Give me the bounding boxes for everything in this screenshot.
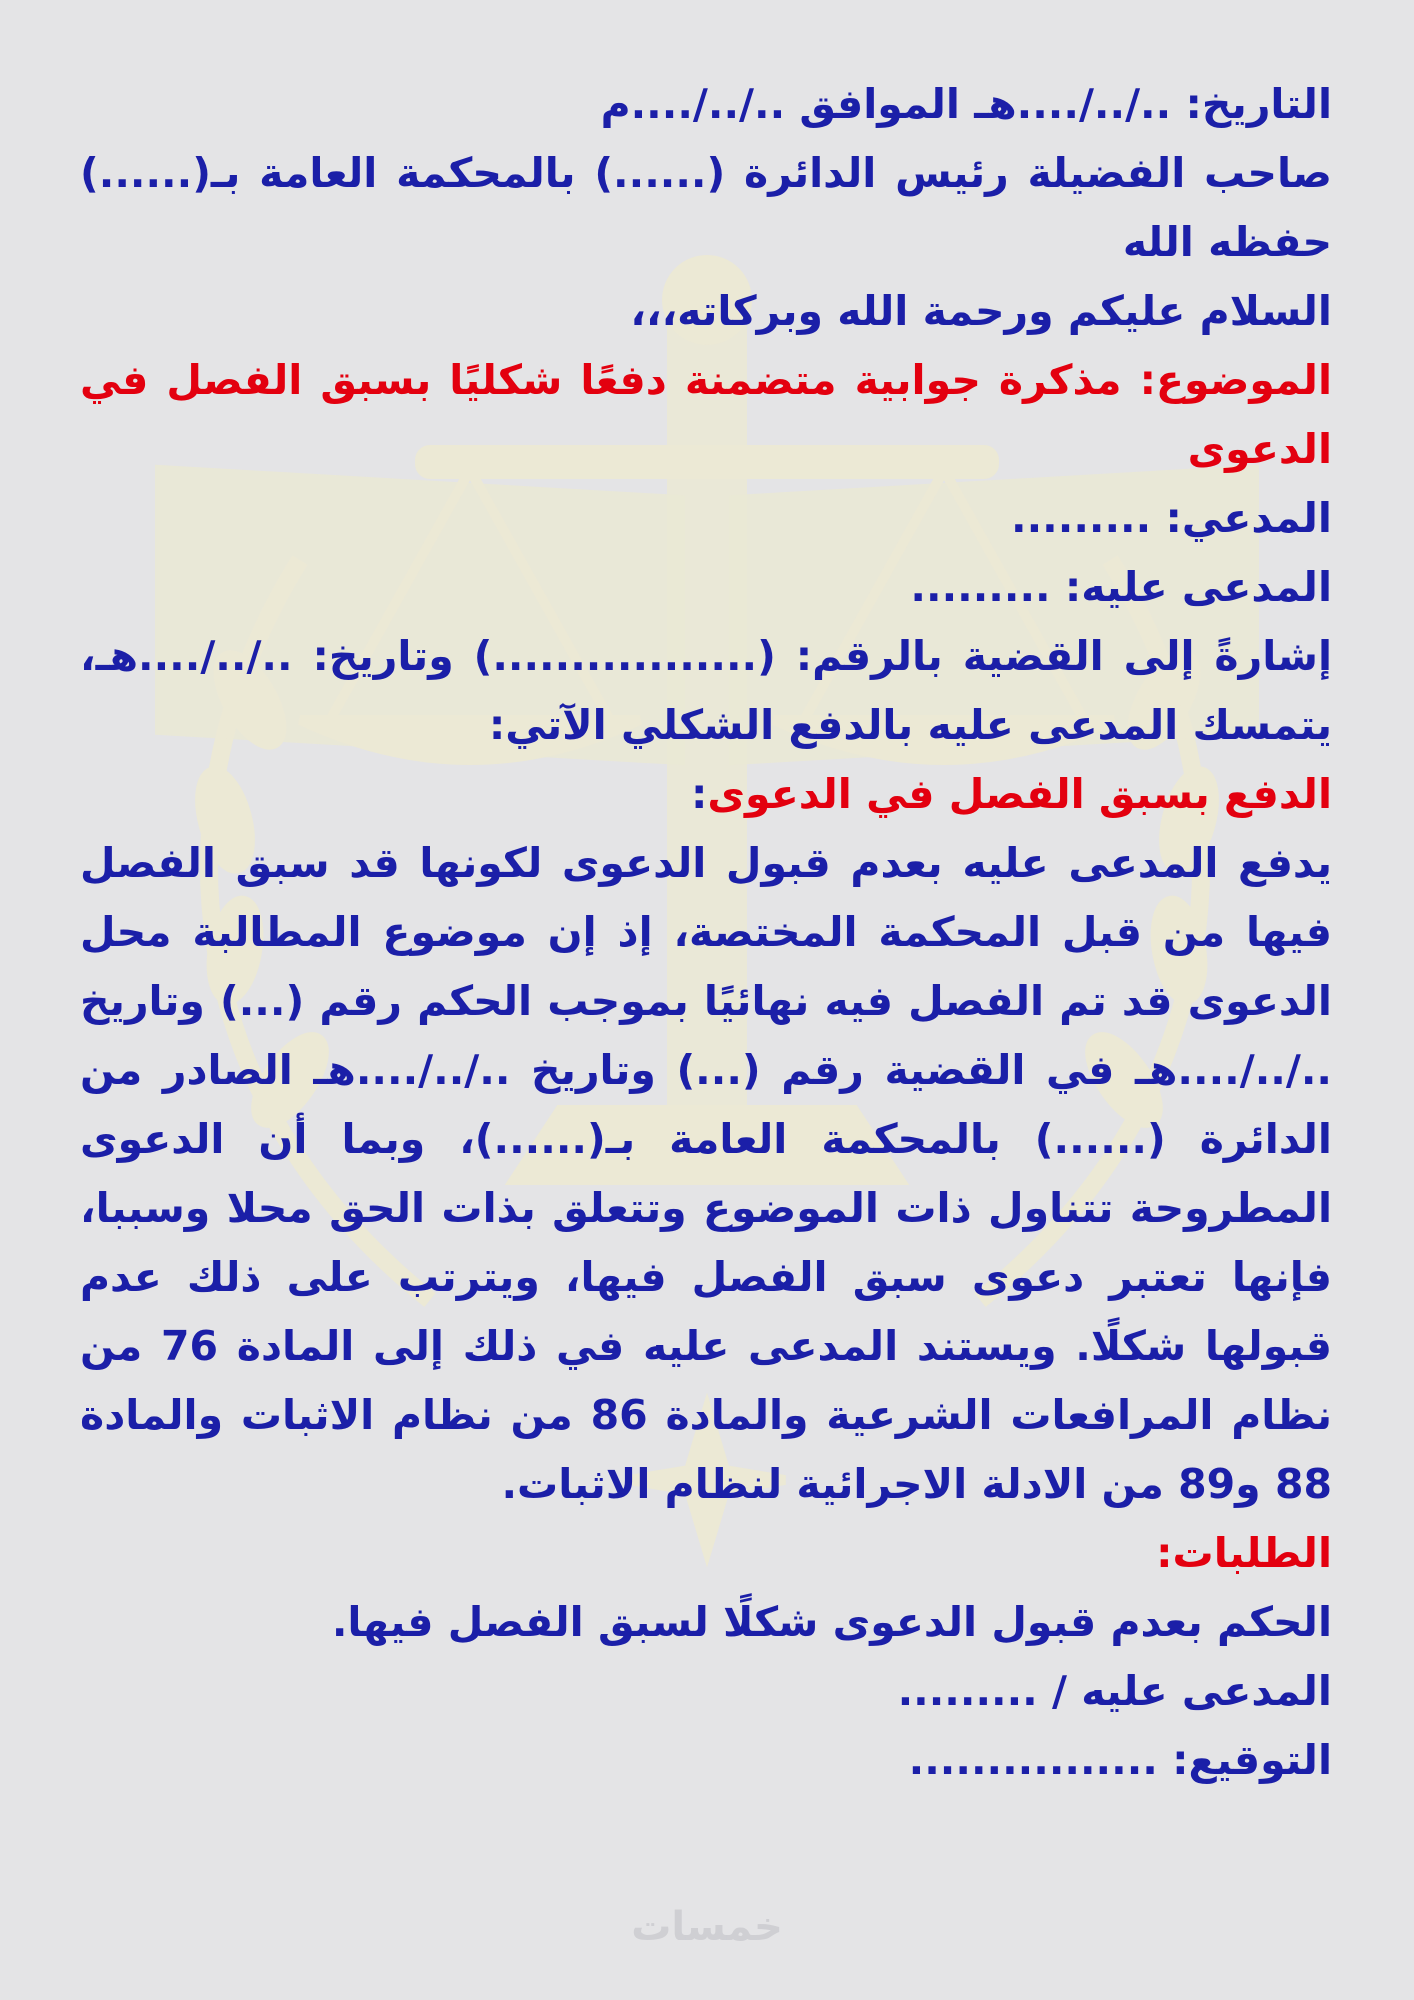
plea-heading — [80, 760, 1332, 829]
defendant-label: المدعى عليه: — [1064, 563, 1332, 611]
signature-defendant: المدعى عليه / ......... — [897, 1667, 1332, 1715]
plea-heading-text: الدفع بسبق الفصل في الدعوى — [707, 770, 1332, 818]
addressee-honorific: حفظه الله — [1122, 218, 1332, 266]
subject-text: مذكرة جوابية متضمنة دفعًا شكليًا بسبق الفصل في الدعوى — [80, 356, 1332, 473]
plaintiff-label: المدعي: — [1165, 494, 1332, 542]
subject-label: الموضوع: — [1139, 356, 1332, 404]
plaintiff-value: ......... — [1011, 494, 1166, 542]
document-body — [80, 70, 1332, 1795]
signature-line: التوقيع: ................ — [908, 1736, 1332, 1784]
plea-heading-colon: : — [691, 770, 708, 818]
defendant-value: ......... — [910, 563, 1065, 611]
reference-line: إشارةً إلى القضية بالرقم: (.................) وتاريخ: ../../....هـ، — [80, 632, 1332, 680]
plaintiff-line — [80, 484, 1332, 553]
date-line: التاريخ: ../../....هـ الموافق ../../....م — [600, 80, 1332, 128]
addressee-line: صاحب الفضيلة رئيس الدائرة (......) بالمحكمة العامة بـ(......) — [80, 149, 1332, 197]
footer-logo: خمسات — [631, 1904, 783, 1950]
requests-text: الحكم بعدم قبول الدعوى شكلًا لسبق الفصل فيها. — [331, 1598, 1332, 1646]
requests-heading: الطلبات: — [1156, 1529, 1332, 1577]
greeting: السلام عليكم ورحمة الله وبركاته،،، — [630, 287, 1332, 335]
plea-body: يدفع المدعى عليه بعدم قبول الدعوى لكونها قد سبق الفصل فيها من قبل المحكمة المختصة، إذ إن موضوع المطالبة محل الدعوى قد تم الفصل فيه نهائيًا بموجب الحكم رقم (...) وتاريخ ../../....هـ في القضية رقم (...) وتاريخ ../../....هـ الصادر من الدائرة (......) بالمحكمة العامة بـ(......)، وبما أن الدعوى المطروحة تتناول ذات الموضوع وتتعلق بذات الحق محلا وسببا، فإنها تعتبر دعوى سبق الفصل فيها، ويترتب على ذلك عدم قبولها شكلًا. ويستند المدعى عليه في ذلك إلى المادة 76 من نظام المرافعات الشرعية والمادة 86 من نظام الاثبات والمادة 88 و89 من الادلة الاجرائية لنظام الاثبات. — [80, 839, 1333, 1508]
intro-line: يتمسك المدعى عليه بالدفع الشكلي الآتي: — [488, 701, 1332, 749]
subject-line — [80, 346, 1332, 484]
defendant-line — [80, 553, 1332, 622]
